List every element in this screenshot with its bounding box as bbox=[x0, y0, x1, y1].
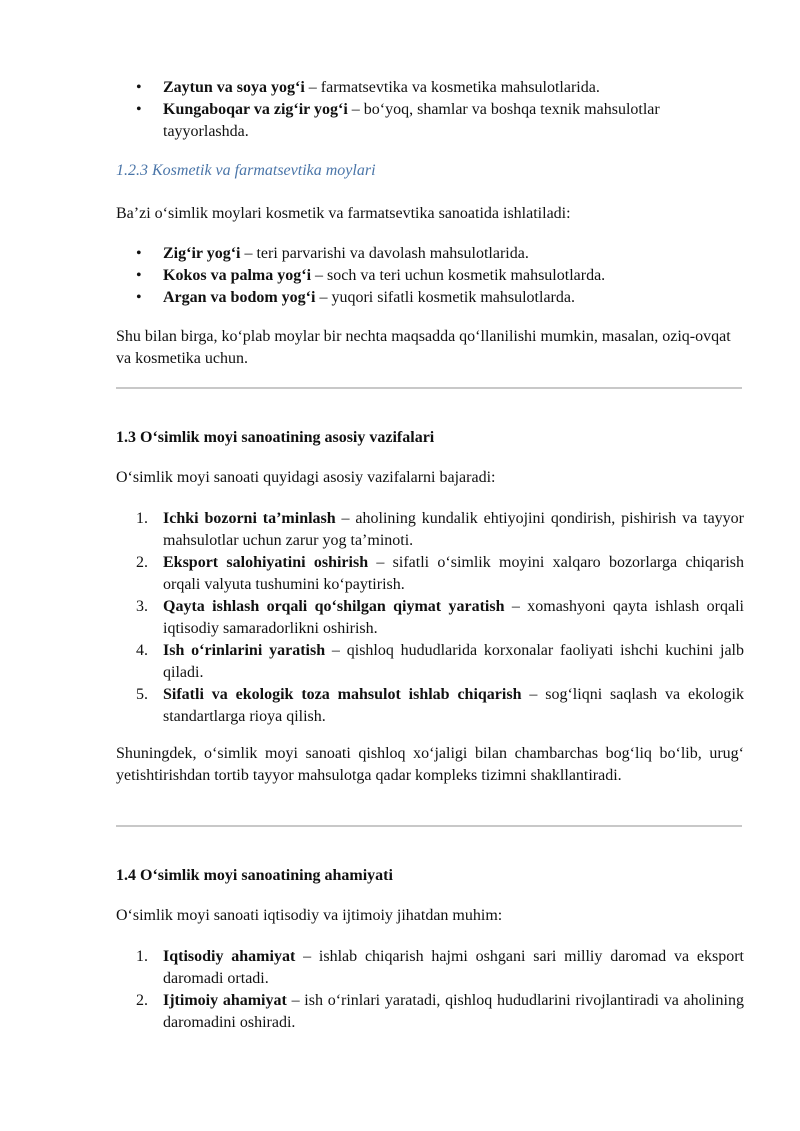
bullet-icon: • bbox=[136, 79, 142, 96]
item-term: Kokos va palma yog‘i bbox=[163, 267, 312, 284]
item-text: – ish o‘rinlari yaratadi, qishloq hududlarini rivojlantiradi va aholining daromadini oshiradi. bbox=[163, 992, 744, 1031]
item-number: 1. bbox=[136, 948, 148, 965]
list-item bbox=[116, 552, 744, 596]
list-item bbox=[116, 684, 744, 728]
item-term: Argan va bodom yog‘i bbox=[163, 289, 316, 306]
item-term: Qayta ishlash orqali qo‘shilgan qiymat yaratish bbox=[163, 598, 505, 615]
intro-paragraph: O‘simlik moyi sanoati iqtisodiy va ijtimoiy jihatdan muhim: bbox=[116, 907, 503, 924]
item-text: – bo‘yoq, shamlar va boshqa texnik mahsulotlar tayyorlashda. bbox=[163, 101, 660, 140]
item-number: 2. bbox=[136, 554, 148, 571]
item-term: Sifatli va ekologik toza mahsulot ishlab chiqarish bbox=[163, 686, 522, 703]
list-item bbox=[116, 287, 744, 309]
item-text: – yuqori sifatli kosmetik mahsulotlarda. bbox=[315, 289, 575, 306]
bullet-icon: • bbox=[136, 245, 142, 262]
list-item bbox=[116, 77, 744, 99]
cosmetic-oils-list bbox=[116, 243, 744, 309]
list-item bbox=[116, 508, 744, 552]
item-text: – xomashyoni qayta ishlash orqali iqtisodiy samaradorlikni oshirish. bbox=[163, 598, 745, 637]
item-term: Eksport salohiyatini oshirish bbox=[163, 554, 369, 571]
item-term: Zig‘ir yog‘i bbox=[163, 245, 241, 262]
item-term: Kungaboqar va zig‘ir yog‘i bbox=[163, 101, 348, 118]
item-text: – qishloq hududlarida korxonalar faoliyati ishchi kuchini jalb qiladi. bbox=[163, 642, 745, 681]
item-number: 4. bbox=[136, 642, 148, 659]
section-divider bbox=[116, 825, 742, 827]
item-text: – soch va teri uchun kosmetik mahsulotlarda. bbox=[311, 267, 606, 284]
body-paragraph: Shu bilan birga, ko‘plab moylar bir nechta maqsadda qo‘llanilishi mumkin, masalan, oziq-ovqat va kosmetika uchun. bbox=[116, 328, 731, 367]
list-item bbox=[116, 596, 744, 640]
section-divider bbox=[116, 387, 742, 389]
list-item bbox=[116, 640, 744, 684]
intro-paragraph: O‘simlik moyi sanoati quyidagi asosiy vazifalarni bajaradi: bbox=[116, 469, 496, 486]
item-text: – ishlab chiqarish hajmi oshgani sari milliy daromad va eksport daromadi ortadi. bbox=[163, 948, 744, 987]
list-item bbox=[116, 946, 744, 990]
list-item bbox=[116, 990, 744, 1034]
section-heading: 1.3 O‘simlik moyi sanoatining asosiy vazifalari bbox=[116, 429, 435, 446]
item-text: – teri parvarishi va davolash mahsulotlarida. bbox=[240, 245, 529, 262]
oil-uses-list bbox=[116, 77, 744, 143]
list-item bbox=[116, 99, 744, 143]
item-text: – sifatli o‘simlik moyini xalqaro bozorlarga chiqarish orqali valyuta tushumini ko‘paytirish. bbox=[163, 554, 744, 593]
body-paragraph: Shuningdek, o‘simlik moyi sanoati qishloq xo‘jaligi bilan chambarchas bog‘liq bo‘lib, urug‘ yetishtirishdan tortib tayyor mahsulotga qadar kompleks tizimni shakllantiradi. bbox=[116, 745, 744, 784]
tasks-list bbox=[116, 508, 744, 728]
item-number: 5. bbox=[136, 686, 148, 703]
sub-heading: 1.2.3 Kosmetik va farmatsevtika moylari bbox=[116, 162, 376, 179]
bullet-icon: • bbox=[136, 267, 142, 284]
item-number: 1. bbox=[136, 510, 148, 527]
item-number: 3. bbox=[136, 598, 148, 615]
item-number: 2. bbox=[136, 992, 148, 1009]
item-term: Iqtisodiy ahamiyat bbox=[163, 948, 296, 965]
bullet-icon: • bbox=[136, 289, 142, 306]
importance-list bbox=[116, 946, 744, 1034]
section-heading: 1.4 O‘simlik moyi sanoatining ahamiyati bbox=[116, 867, 393, 884]
item-term: Ijtimoiy ahamiyat bbox=[163, 992, 287, 1009]
item-term: Zaytun va soya yog‘i bbox=[163, 79, 305, 96]
list-item bbox=[116, 265, 744, 287]
item-text: – farmatsevtika va kosmetika mahsulotlarida. bbox=[304, 79, 600, 96]
item-term: Ichki bozorni ta’minlash bbox=[163, 510, 336, 527]
bullet-icon: • bbox=[136, 101, 142, 118]
item-term: Ish o‘rinlarini yaratish bbox=[163, 642, 326, 659]
list-item bbox=[116, 243, 744, 265]
intro-paragraph: Ba’zi o‘simlik moylari kosmetik va farmatsevtika sanoatida ishlatiladi: bbox=[116, 205, 571, 222]
item-text: – sog‘liqni saqlash va ekologik standartlarga rioya qilish. bbox=[163, 686, 744, 725]
item-text: – aholining kundalik ehtiyojini qondirish, pishirish va tayyor mahsulotlar uchun zarur yog ta’minoti. bbox=[163, 510, 744, 549]
